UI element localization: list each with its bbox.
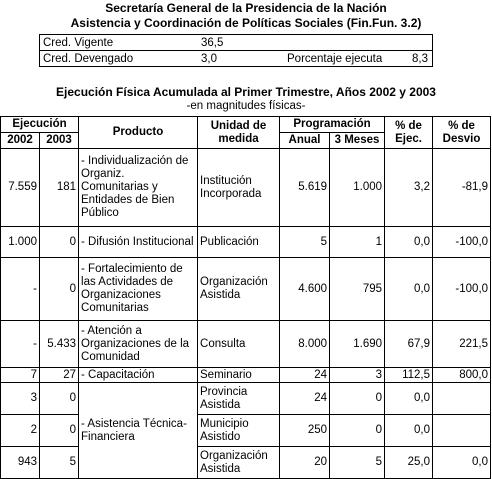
table-row xyxy=(1,447,491,479)
cell-2003: 0 xyxy=(40,227,79,258)
porcentaje-value: 8,3 xyxy=(412,53,428,65)
table-row xyxy=(1,149,491,227)
cell-pct-ejec: 0,0 xyxy=(385,383,433,415)
cell-2002: 1.000 xyxy=(1,227,40,258)
cell-pct-desvio xyxy=(433,383,491,415)
col-3-meses: 3 Meses xyxy=(330,133,385,149)
cell-2002: - xyxy=(1,321,40,368)
cred-vigente-label: Cred. Vigente xyxy=(43,37,114,49)
cell-pct-ejec: 0,0 xyxy=(385,258,433,321)
cell-anual: 24 xyxy=(280,368,330,383)
table-row xyxy=(1,321,491,368)
cell-2002: 2 xyxy=(1,415,40,447)
cell-2003: 0 xyxy=(40,415,79,447)
cell-producto: - Individualización de Organiz. Comunitarias y Entidades de Bien Público xyxy=(79,149,198,227)
cell-2002: 943 xyxy=(1,447,40,479)
cell-unidad: Institución Incorporada xyxy=(198,149,280,227)
cell-2002: 7.559 xyxy=(1,149,40,227)
col-2003: 2003 xyxy=(40,133,79,149)
cell-pct-desvio: 0,0 xyxy=(433,447,491,479)
cell-3-meses: 0 xyxy=(330,415,385,447)
summary-divider xyxy=(40,50,432,51)
cell-producto: - Capacitación xyxy=(79,368,198,383)
cell-pct-desvio xyxy=(433,415,491,447)
cell-anual: 5 xyxy=(280,227,330,258)
table-row xyxy=(1,415,491,447)
table-row xyxy=(1,383,491,415)
cell-pct-desvio: -81,9 xyxy=(433,149,491,227)
col-ejecucion: Ejecución xyxy=(1,117,79,133)
execution-table xyxy=(0,116,491,479)
cell-pct-ejec: 0,0 xyxy=(385,227,433,258)
cell-3-meses: 795 xyxy=(330,258,385,321)
cell-unidad: Consulta xyxy=(198,321,280,368)
cell-anual: 20 xyxy=(280,447,330,479)
porcentaje-label: Porcentaje ejecuta xyxy=(287,53,383,65)
table-row xyxy=(1,227,491,258)
cell-3-meses: 1 xyxy=(330,227,385,258)
cell-2002: - xyxy=(1,258,40,321)
col-pct-ejec: % de Ejec. xyxy=(385,117,433,149)
cell-2003: 181 xyxy=(40,149,79,227)
header-line2: Asistencia y Coordinación de Políticas Sociales (Fin.Fun. 3.2) xyxy=(70,16,422,30)
cell-pct-ejec: 67,9 xyxy=(385,321,433,368)
cell-unidad: Municipio Asistido xyxy=(198,415,280,447)
cell-pct-desvio: -100,0 xyxy=(433,227,491,258)
cell-unidad: Publicación xyxy=(198,227,280,258)
cred-vigente-value: 36,5 xyxy=(201,37,224,49)
cell-producto: - Atención a Organizaciones de la Comunidad xyxy=(79,321,198,368)
cell-anual: 250 xyxy=(280,415,330,447)
cell-anual: 5.619 xyxy=(280,149,330,227)
cell-2003: 27 xyxy=(40,368,79,383)
cell-pct-desvio: 800,0 xyxy=(433,368,491,383)
cell-pct-ejec: 25,0 xyxy=(385,447,433,479)
cell-pct-desvio: 221,5 xyxy=(433,321,491,368)
cell-3-meses: 1.690 xyxy=(330,321,385,368)
cell-2003: 0 xyxy=(40,258,79,321)
cell-anual: 4.600 xyxy=(280,258,330,321)
col-2002: 2002 xyxy=(1,133,40,149)
cell-2002: 7 xyxy=(1,368,40,383)
col-pct-desvio: % de Desvio xyxy=(433,117,491,149)
cell-unidad: Provincia Asistida xyxy=(198,383,280,415)
cell-producto: - Fortalecimiento de las Actividades de Organizaciones Comunitarias xyxy=(79,258,198,321)
col-producto: Producto xyxy=(79,117,198,149)
cell-unidad: Organización Asistida xyxy=(198,258,280,321)
col-programacion: Programación xyxy=(280,117,385,133)
cell-producto: - Difusión Institucional xyxy=(79,227,198,258)
cell-3-meses: 0 xyxy=(330,383,385,415)
cell-2003: 5 xyxy=(40,447,79,479)
cell-anual: 24 xyxy=(280,383,330,415)
cred-devengado-label: Cred. Devengado xyxy=(43,53,134,65)
cell-3-meses: 5 xyxy=(330,447,385,479)
cell-pct-desvio: -100,0 xyxy=(433,258,491,321)
cell-unidad: Seminario xyxy=(198,368,280,383)
cell-2003: 5.433 xyxy=(40,321,79,368)
cell-unidad: Organización Asistida xyxy=(198,447,280,479)
cell-3-meses: 1.000 xyxy=(330,149,385,227)
cell-pct-ejec: 3,2 xyxy=(385,149,433,227)
col-unidad: Unidad de medida xyxy=(198,117,280,149)
cell-pct-ejec: 112,5 xyxy=(385,368,433,383)
header-line1: Secretaría General de la Presidencia de la Nación xyxy=(105,1,387,15)
table-subtitle: -en magnitudes físicas- xyxy=(186,100,306,112)
cell-pct-ejec: 0,0 xyxy=(385,415,433,447)
cell-anual: 8.000 xyxy=(280,321,330,368)
table-row xyxy=(1,258,491,321)
table-title: Ejecución Física Acumulada al Primer Trimestre, Años 2002 y 2003 xyxy=(56,85,436,99)
summary-box xyxy=(39,34,433,67)
col-anual: Anual xyxy=(280,133,330,149)
cell-2002: 3 xyxy=(1,383,40,415)
cell-2003: 0 xyxy=(40,383,79,415)
cell-producto: - Asistencia Técnica-Financiera xyxy=(79,383,198,479)
cell-3-meses: 3 xyxy=(330,368,385,383)
cred-devengado-value: 3,0 xyxy=(201,53,217,65)
table-row xyxy=(1,368,491,383)
